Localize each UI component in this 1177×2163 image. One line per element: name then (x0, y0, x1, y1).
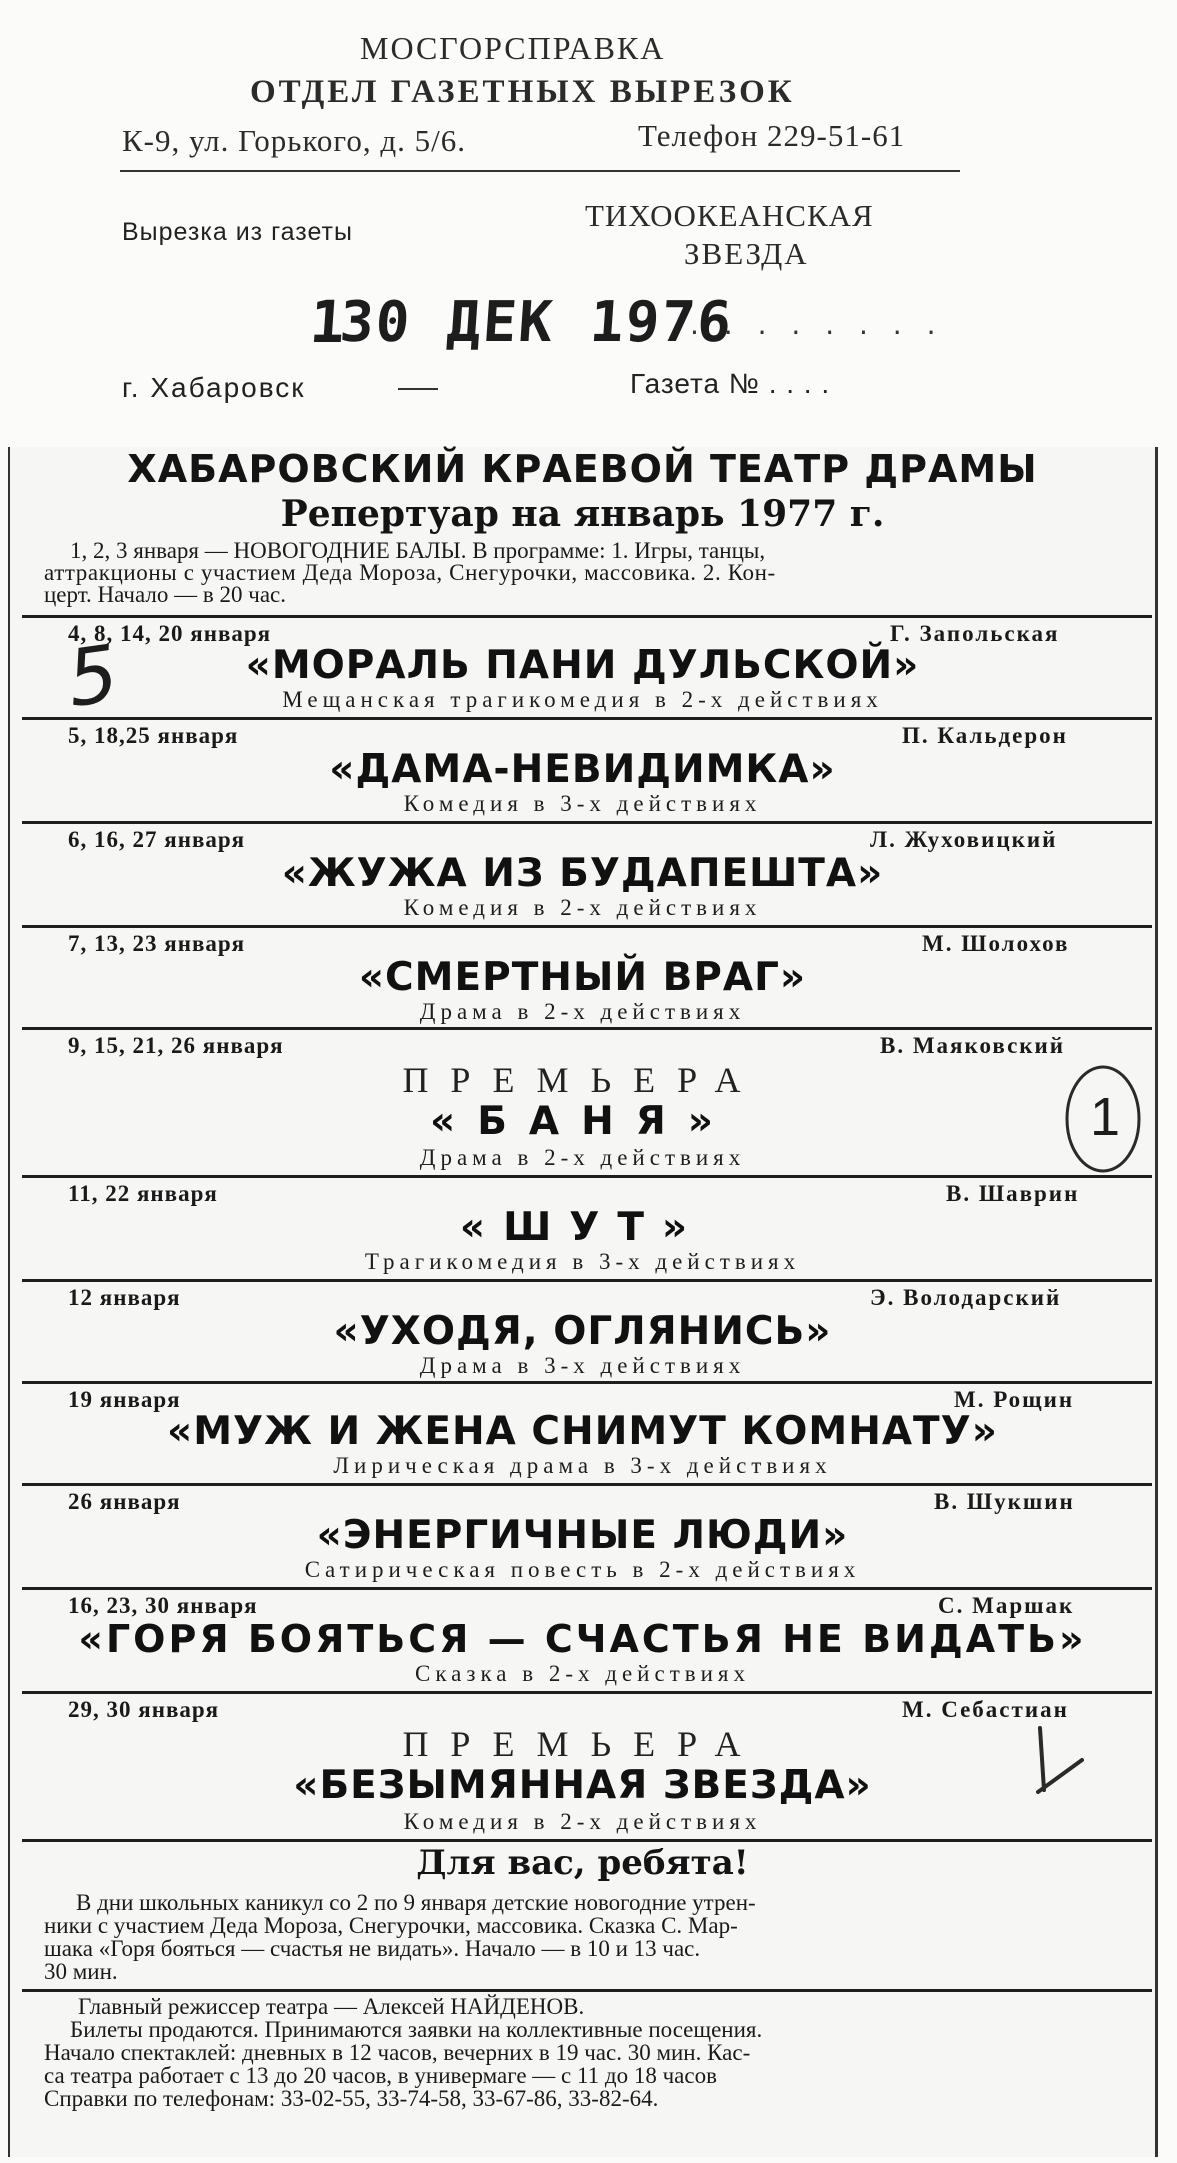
play-dates: 5, 18,25 января (68, 723, 239, 748)
play-author: Э. Володарский (870, 1285, 1062, 1310)
header-divider (120, 170, 960, 172)
agency-address: К-9, ул. Горького, д. 5/6. (122, 123, 467, 158)
footer-phones: Справки по телефонам: 33-02-55, 33-74-58, 33-67-86, 33-82-64. (44, 2086, 659, 2111)
divider (22, 1839, 1152, 1842)
circled-number: 1 (1090, 1087, 1121, 1147)
play-genre: Драма в 3-х действиях (419, 1353, 746, 1378)
date-dots: . . . . . . . . (690, 308, 944, 341)
play-dates: 29, 30 января (68, 1697, 220, 1722)
play-genre: Сатирическая повесть в 2-х действиях (304, 1557, 861, 1582)
play-genre: Драма в 2-х действиях (419, 999, 746, 1024)
kids-line-4: 30 мин. (44, 1959, 118, 1984)
kids-line-2: ники с участием Деда Мороза, Снегурочки, массовика. Сказка С. Мар- (44, 1913, 738, 1938)
divider (22, 1691, 1152, 1694)
play-author: М. Рощин (954, 1387, 1075, 1412)
play-dates: 7, 13, 23 января (68, 931, 246, 956)
pencil-stroke (1038, 1728, 1082, 1792)
pencil-tick-mark (1030, 1720, 1090, 1830)
divider (22, 1989, 1152, 1992)
date-stamp: 30 ДЕК 1976 (337, 290, 736, 355)
intro-line-3: церт. Начало — в 20 час. (44, 582, 286, 607)
cutting-from-label: Вырезка из газеты (122, 218, 353, 246)
kids-line-3: шака «Горя бояться — счастья не видать». Начало — в 10 и 13 час. (44, 1936, 701, 1961)
divider (22, 1587, 1152, 1590)
premiere-label: ПРЕМЬЕРА (402, 1060, 763, 1100)
play-author: Л. Жуховицкий (870, 827, 1058, 852)
play-title: «ШУТ» (459, 1205, 706, 1250)
play-title: «ДАМА-НЕВИДИМКА» (329, 747, 836, 792)
play-author: М. Себастиан (902, 1697, 1069, 1722)
play-title: «БЕЗЫМЯННАЯ ЗВЕЗДА» (293, 1763, 872, 1808)
play-dates: 9, 15, 21, 26 января (68, 1033, 284, 1058)
play-genre: Комедия в 2-х действиях (403, 1809, 762, 1834)
issue-label: Газета № . . . . (630, 368, 831, 399)
department-name: ОТДЕЛ ГАЗЕТНЫХ ВЫРЕЗОК (250, 74, 795, 110)
newspaper-name-line2: ЗВЕЗДА (684, 236, 809, 271)
play-genre: Лирическая драма в 3-х действиях (333, 1453, 832, 1478)
play-genre: Комедия в 2-х действиях (403, 895, 762, 920)
play-genre: Трагикомедия в 3-х действиях (364, 1249, 801, 1274)
play-title: «БАНЯ» (430, 1099, 735, 1144)
divider (22, 1027, 1152, 1030)
play-title: «УХОДЯ, ОГЛЯНИСЬ» (333, 1309, 832, 1354)
play-title: «МУЖ И ЖЕНА СНИМУТ КОМНАТУ» (167, 1409, 998, 1454)
divider (22, 821, 1152, 824)
play-author: П. Кальдерон (902, 723, 1068, 748)
footer-director: Главный режиссер театра — Алексей НАЙДЕНОВ. (78, 1994, 585, 2019)
agency-name: МОСГОРСПРАВКА (360, 30, 666, 66)
premiere-label: ПРЕМЬЕРА (402, 1724, 763, 1764)
newspaper-clipping (8, 447, 1158, 2157)
divider (22, 717, 1152, 720)
play-title: «ЭНЕРГИЧНЫЕ ЛЮДИ» (316, 1513, 849, 1558)
play-dates: 6, 16, 27 января (68, 827, 246, 852)
play-dates: 16, 23, 30 января (68, 1593, 258, 1618)
divider (22, 1279, 1152, 1282)
play-genre: Драма в 2-х действиях (419, 1145, 746, 1170)
divider (22, 1483, 1152, 1486)
city-label: г. Хабаровск (122, 372, 306, 403)
play-genre: Сказка в 2-х действиях (415, 1661, 750, 1686)
city-dash (398, 388, 438, 390)
divider (22, 925, 1152, 928)
footer-schedule: Начало спектаклей: дневных в 12 часов, вечерних в 19 час. 30 мин. Кас- (44, 2040, 751, 2065)
theatre-title: ХАБАРОВСКИЙ КРАЕВОЙ ТЕАТР ДРАМЫ (127, 447, 1038, 491)
play-dates: 19 января (68, 1387, 181, 1412)
intro-line-1: 1, 2, 3 января — НОВОГОДНИЕ БАЛЫ. В программе: 1. Игры, танцы, (70, 538, 766, 563)
play-author: В. Шукшин (934, 1489, 1075, 1514)
play-author: В. Маяковский (880, 1033, 1066, 1058)
play-dates: 12 января (68, 1285, 181, 1310)
play-genre: Мещанская трагикомедия в 2-х действиях (282, 687, 883, 712)
divider (22, 615, 1152, 618)
repertoire-title: Репертуар на январь 1977 г. (280, 493, 885, 535)
play-genre: Комедия в 3-х действиях (403, 791, 762, 816)
kids-line-1: В дни школьных каникул со 2 по 9 января детские новогодние утрен- (76, 1890, 756, 1915)
agency-phone: Телефон 229-51-61 (638, 118, 906, 153)
play-dates: 11, 22 января (68, 1181, 218, 1206)
play-dates: 4, 8, 14, 20 января (68, 621, 272, 646)
footer-tickets: Билеты продаются. Принимаются заявки на коллективные посещения. (70, 2017, 763, 2042)
play-dates: 26 января (68, 1489, 181, 1514)
divider (22, 1381, 1152, 1384)
divider (22, 1175, 1152, 1178)
kids-title: Для вас, ребята! (416, 1843, 749, 1883)
play-title: «СМЕРТНЫЙ ВРАГ» (358, 955, 807, 1000)
play-author: Г. Запольская (890, 621, 1060, 646)
play-title: «МОРАЛЬ ПАНИ ДУЛЬСКОЙ» (245, 643, 920, 688)
play-author: С. Маршак (938, 1593, 1075, 1618)
footer-box-office: са театра работает с 13 до 20 часов, в универмаге — с 11 до 18 часов (44, 2063, 717, 2088)
play-title: «ГОРЯ БОЯТЬСЯ — СЧАСТЬЯ НЕ ВИДАТЬ» (78, 1617, 1087, 1661)
play-author: М. Шолохов (922, 931, 1070, 956)
date-digit: 1 (307, 288, 350, 356)
handwritten-number: 5 (61, 628, 124, 726)
intro-line-2: аттракционы с участием Деда Мороза, Снегурочки, массовика. 2. Кон- (44, 560, 776, 585)
newspaper-name-line1: ТИХООКЕАНСКАЯ (585, 198, 874, 233)
play-author: В. Шаврин (946, 1181, 1080, 1206)
play-title: «ЖУЖА ИЗ БУДАПЕШТА» (281, 851, 884, 896)
